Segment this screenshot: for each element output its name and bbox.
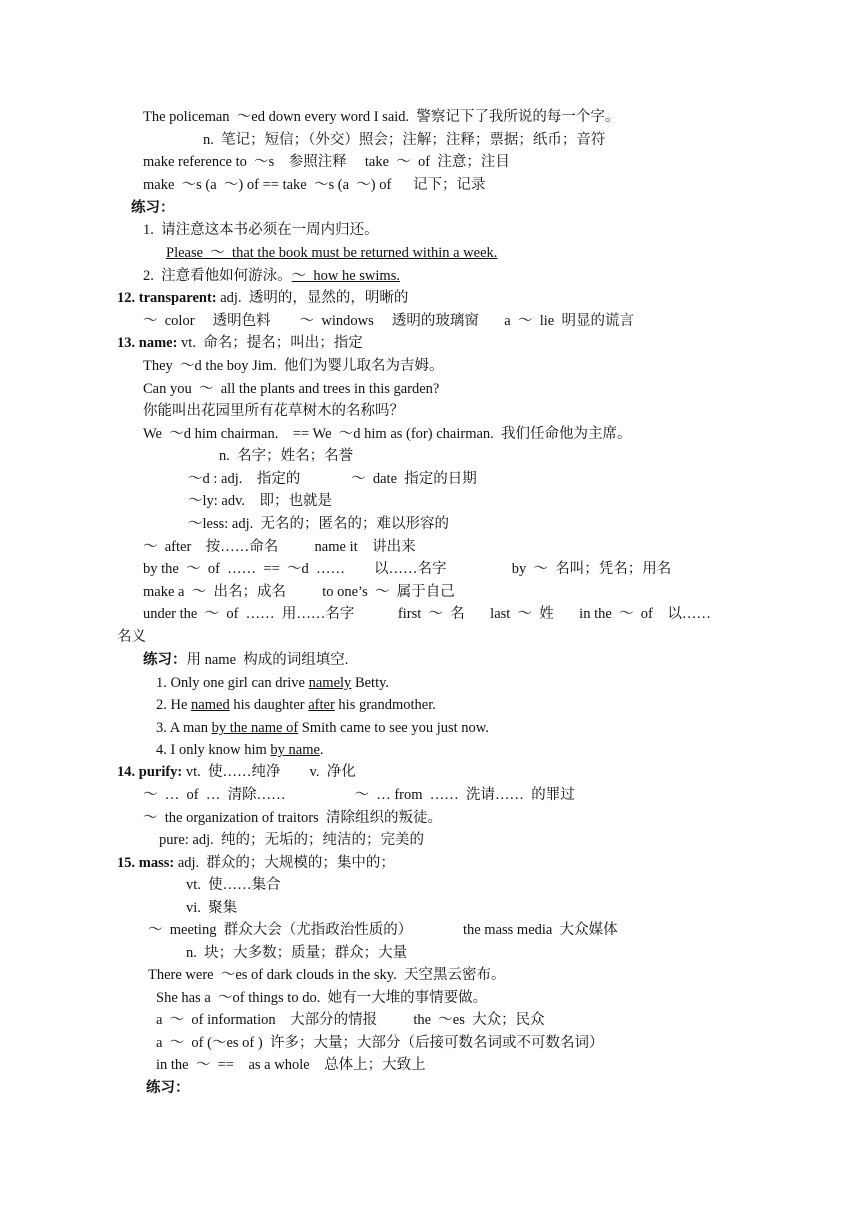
- text-line: make a ～ 出名；成名 to one’s ～ 属于自己: [143, 584, 455, 600]
- entry-headword: 12. transparent:: [117, 290, 217, 306]
- item-text: Smith came to see you just now.: [298, 720, 489, 736]
- text-line: n. 块；大多数；质量；群众；大量: [186, 945, 408, 961]
- text-line: ～less: adj. 无名的；匿名的；难以形容的: [188, 516, 449, 532]
- text-line: vi. 聚集: [186, 900, 238, 916]
- text-line: ～ … of … 清除…… ～ … from …… 洗请…… 的罪过: [143, 787, 575, 803]
- text-line: They ～d the boy Jim. 他们为婴儿取名为吉姆。: [143, 358, 444, 374]
- text-line: n. 笔记；短信；（外交）照会；注解；注释；票据；纸币；音符: [203, 132, 606, 148]
- entry-headword: 14. purify:: [117, 764, 183, 780]
- text-line: a ～ of information 大部分的情报 the ～es 大众；民众: [156, 1012, 545, 1028]
- text-line: The policeman ～ed down every word I said. 警察记下了我所说的每一个字。: [143, 109, 620, 125]
- item-text: 4. I only know him: [156, 742, 271, 758]
- item-text: .: [319, 742, 324, 758]
- text-line: Can you ～ all the plants and trees in this garden?: [143, 381, 440, 397]
- entry-definition: vt. 使……纯净 v. 净化: [182, 764, 356, 780]
- text-line: under the ～ of …… 用……名字 first ～ 名 last ～ 姓 in the ～ of 以……: [143, 606, 711, 622]
- answer-text: ～ how he swims.: [291, 268, 400, 284]
- exercise-item: [156, 719, 489, 737]
- item-text: Betty.: [351, 675, 390, 691]
- answer-line: Please ～ that the book must be returned within a week.: [166, 245, 498, 261]
- entry-purify: [117, 763, 356, 781]
- text-line: 名义: [117, 629, 146, 645]
- exercise-heading: 练习：: [131, 200, 175, 216]
- item-answer: after: [308, 697, 335, 713]
- item-answer: named: [191, 697, 230, 713]
- entry-headword: 15. mass:: [117, 855, 175, 871]
- item-text: 3. A man: [156, 720, 212, 736]
- text-line: We ～d him chairman. == We ～d him as (for) chairman. 我们任命他为主席。: [143, 426, 632, 442]
- item-answer: namely: [308, 675, 352, 691]
- exercise-heading: 练习：: [143, 652, 187, 668]
- item-text: 1. Only one girl can drive: [156, 675, 309, 691]
- text-line: There were ～es of dark clouds in the sky. 天空黑云密布。: [148, 967, 506, 983]
- item-text: his daughter: [229, 697, 309, 713]
- exercise-heading: 练习：: [146, 1080, 190, 1096]
- text-line: ～ after 按……命名 name it 讲出来: [143, 539, 416, 555]
- text-line: by the ～ of …… == ～d …… 以……名字 by ～ 名叫；凭名；用名: [143, 561, 672, 577]
- exercise-item: [156, 741, 324, 759]
- entry-definition: vt. 命名；提名；叫出；指定: [177, 335, 363, 351]
- entry-transparent: [117, 289, 408, 307]
- text-line: ～ color 透明色料 ～ windows 透明的玻璃窗 a ～ lie 明显的谎言: [143, 313, 634, 329]
- exercise-text: 用 name 构成的词组填空.: [186, 652, 349, 668]
- entry-definition: adj. 透明的，显然的，明晰的: [216, 290, 409, 306]
- entry-headword: 13. name:: [117, 335, 178, 351]
- exercise-item: [156, 674, 389, 692]
- text-line: a ～ of (～es of ) 许多；大量；大部分（后接可数名词或不可数名词）: [156, 1035, 604, 1051]
- item-answer: by name: [270, 742, 320, 758]
- text-line: ～ the organization of traitors 清除组织的叛徒。: [143, 810, 442, 826]
- text-line: pure: adj. 纯的；无垢的；纯洁的；完美的: [159, 832, 425, 848]
- text-line: ～ meeting 群众大会（尤指政治性质的） the mass media 大众媒体: [148, 922, 618, 938]
- text-line: [143, 267, 400, 285]
- text-line: ～ly: adv. 即；也就是: [188, 493, 333, 509]
- exercise-instruction: [143, 651, 348, 669]
- text-line: make reference to ～s 参照注释 take ～ of 注意；注目: [143, 154, 510, 170]
- item-text: 2. He: [156, 697, 192, 713]
- text-line: ～d : adj. 指定的 ～ date 指定的日期: [188, 471, 477, 487]
- item-answer: by the name of: [211, 720, 299, 736]
- exercise-item: [156, 696, 436, 714]
- entry-definition: adj. 群众的；大规模的；集中的；: [174, 855, 395, 871]
- question-text: 2. 注意看他如何游泳。: [143, 268, 292, 284]
- text-line: 1. 请注意这本书必须在一周内归还。: [143, 222, 379, 238]
- entry-mass: [117, 854, 395, 872]
- item-text: his grandmother.: [334, 697, 436, 713]
- text-line: n. 名字；姓名；名誉: [219, 448, 354, 464]
- text-line: vt. 使……集合: [186, 877, 281, 893]
- text-line: 你能叫出花园里所有花草树木的名称吗？: [143, 403, 404, 419]
- text-line: in the ～ == as a whole 总体上；大致上: [156, 1057, 426, 1073]
- text-line: She has a ～of things to do. 她有一大堆的事情要做。: [156, 990, 488, 1006]
- entry-name: [117, 334, 363, 352]
- text-line: make ～s (a ～) of == take ～s (a ～) of 记下；记录: [143, 177, 486, 193]
